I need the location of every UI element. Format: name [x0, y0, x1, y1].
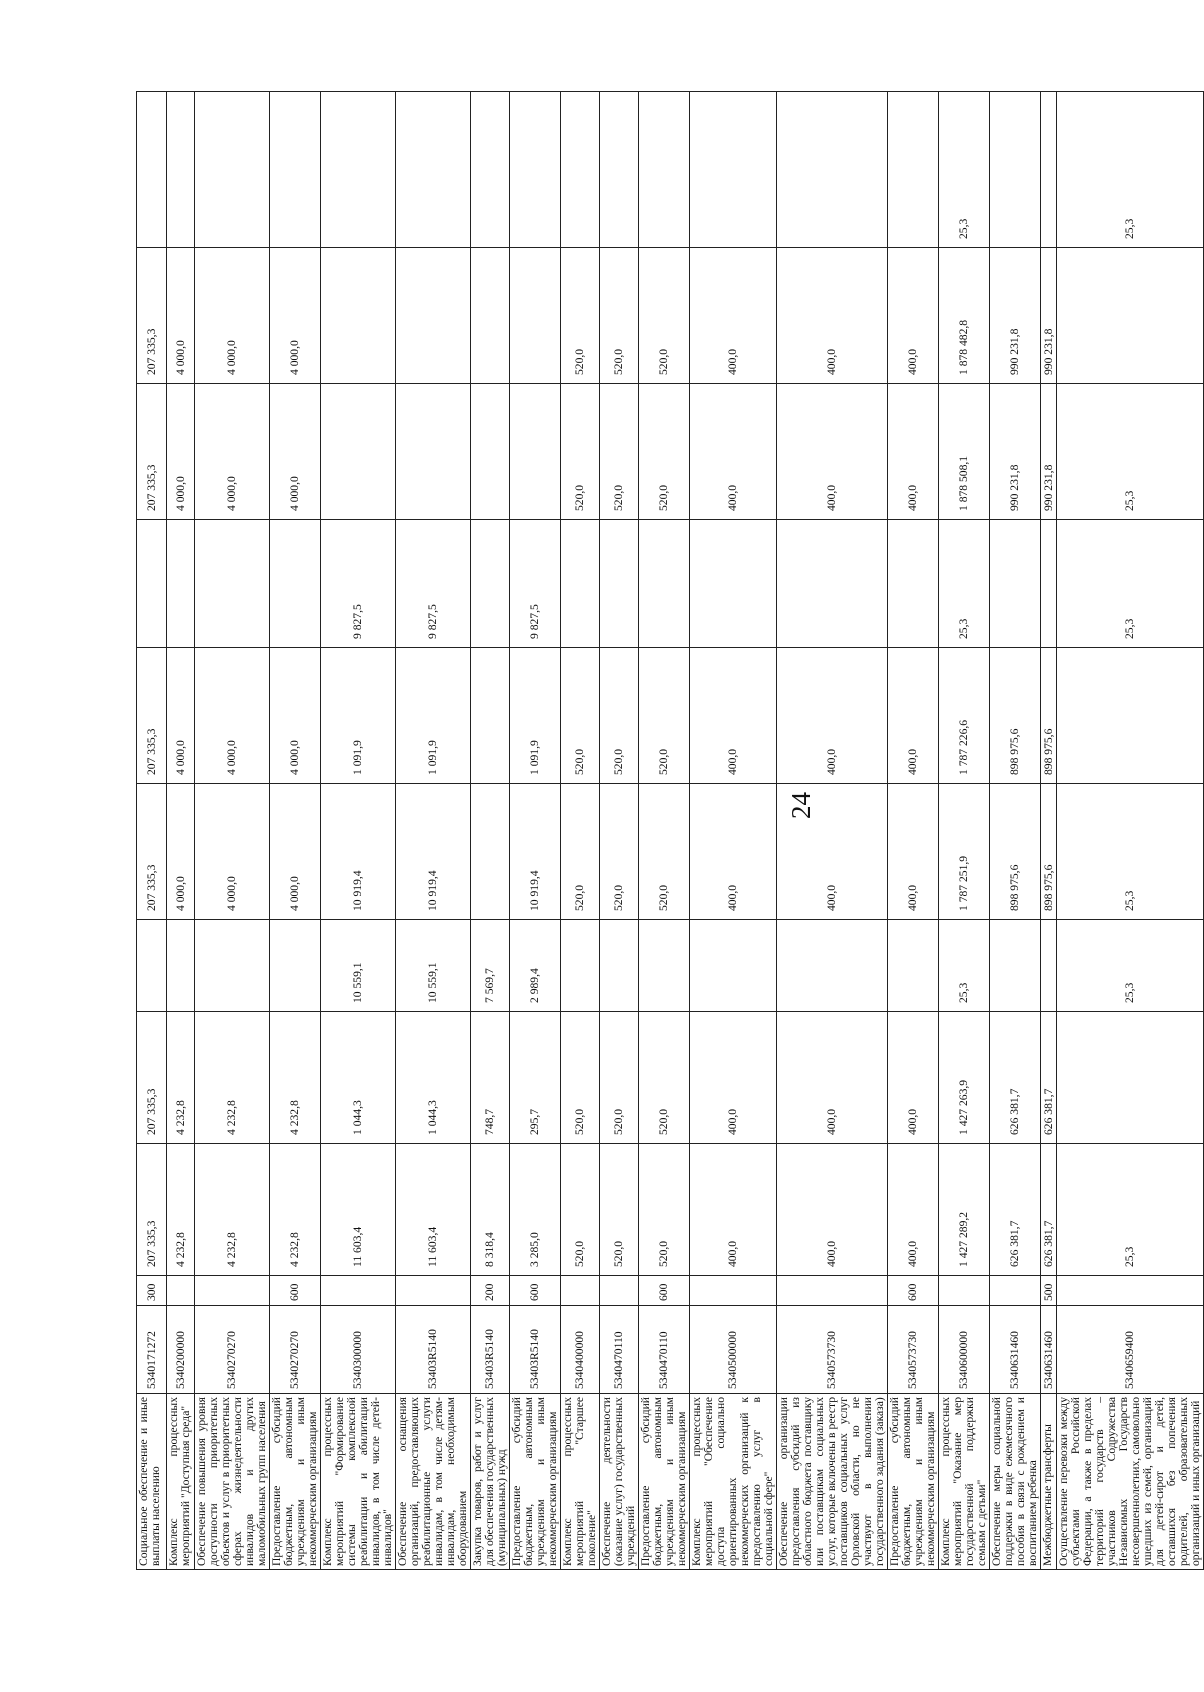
amount-cell: 25,3 — [1057, 1144, 1204, 1276]
amount-cell: 990 231,8 — [1041, 248, 1057, 384]
amount-cell: 520,0 — [600, 1012, 639, 1144]
amount-cell: 207 335,3 — [137, 784, 167, 920]
target-article-code: 53403R5140 — [510, 1306, 561, 1394]
target-article-code: 5340659400 — [1057, 1306, 1204, 1394]
amount-cell — [270, 92, 321, 248]
amount-cell — [167, 520, 195, 648]
amount-cell: 1 878 508,1 — [939, 384, 990, 520]
amount-cell — [690, 520, 777, 648]
amount-cell — [270, 920, 321, 1012]
table-row — [396, 92, 471, 1570]
amount-cell: 4 000,0 — [195, 248, 270, 384]
amount-cell — [990, 520, 1041, 648]
expense-type-code: 500 — [1041, 1276, 1057, 1306]
amount-cell — [510, 384, 561, 520]
amount-cell: 10 919,4 — [321, 784, 396, 920]
table-row — [510, 92, 561, 1570]
amount-cell: 1 787 251,9 — [939, 784, 990, 920]
amount-cell: 400,0 — [777, 248, 888, 384]
amount-cell — [471, 648, 510, 784]
row-description: Предоставление субсидий бюджетным, автономным учреждениям и иным некоммерческим организациям — [639, 1394, 690, 1570]
amount-cell — [600, 92, 639, 248]
target-article-code: 5340270270 — [270, 1306, 321, 1394]
expense-type-code — [600, 1276, 639, 1306]
amount-cell: 748,7 — [471, 1012, 510, 1144]
expense-type-code — [396, 1276, 471, 1306]
amount-cell: 25,3 — [939, 520, 990, 648]
amount-cell: 1 091,9 — [510, 648, 561, 784]
amount-cell — [270, 520, 321, 648]
table-row — [990, 92, 1041, 1570]
expense-type-code — [321, 1276, 396, 1306]
amount-cell — [471, 520, 510, 648]
budget-table — [136, 91, 1204, 1570]
amount-cell: 520,0 — [600, 648, 639, 784]
amount-cell: 4 232,8 — [270, 1012, 321, 1144]
amount-cell: 10 919,4 — [510, 784, 561, 920]
target-article-code: 5340500000 — [690, 1306, 777, 1394]
target-article-code: 5340171272 — [137, 1306, 167, 1394]
amount-cell: 11 603,4 — [321, 1144, 396, 1276]
amount-cell: 898 975,6 — [1041, 784, 1057, 920]
row-description: Предоставление субсидий бюджетным, автономным учреждениям и иным некоммерческим организациям — [270, 1394, 321, 1570]
row-description: Обеспечение деятельности (оказание услуг) государственных учреждений — [600, 1394, 639, 1570]
amount-cell: 4 000,0 — [167, 248, 195, 384]
amount-cell: 400,0 — [777, 384, 888, 520]
target-article-code: 5340270270 — [195, 1306, 270, 1394]
amount-cell: 4 000,0 — [167, 784, 195, 920]
amount-cell — [137, 520, 167, 648]
row-description: Межбюджетные трансферты — [1041, 1394, 1057, 1570]
amount-cell — [1041, 92, 1057, 248]
table-row — [639, 92, 690, 1570]
amount-cell: 25,3 — [1057, 92, 1204, 248]
table-row — [888, 92, 939, 1570]
expense-type-code — [690, 1276, 777, 1306]
expense-type-code: 600 — [888, 1276, 939, 1306]
amount-cell: 2 989,4 — [510, 920, 561, 1012]
amount-cell: 25,3 — [1057, 384, 1204, 520]
amount-cell: 400,0 — [777, 784, 888, 920]
amount-cell: 400,0 — [690, 1144, 777, 1276]
amount-cell — [777, 92, 888, 248]
table-row — [321, 92, 396, 1570]
amount-cell — [777, 520, 888, 648]
amount-cell: 400,0 — [888, 248, 939, 384]
amount-cell — [888, 92, 939, 248]
amount-cell — [195, 92, 270, 248]
amount-cell — [167, 920, 195, 1012]
amount-cell: 4 000,0 — [167, 648, 195, 784]
amount-cell: 1 787 226,6 — [939, 648, 990, 784]
amount-cell: 207 335,3 — [137, 1144, 167, 1276]
amount-cell — [990, 92, 1041, 248]
amount-cell: 520,0 — [600, 784, 639, 920]
table-row — [561, 92, 600, 1570]
amount-cell — [639, 92, 690, 248]
amount-cell: 898 975,6 — [990, 784, 1041, 920]
amount-cell — [396, 384, 471, 520]
row-description: Обеспечение меры социальной поддержки в виде ежемесячного пособия в связи с рождением и воспитанием ребенка — [990, 1394, 1041, 1570]
amount-cell — [561, 920, 600, 1012]
amount-cell — [195, 520, 270, 648]
amount-cell — [1057, 1012, 1204, 1144]
amount-cell — [1057, 248, 1204, 384]
rotated-table-wrapper — [136, 92, 1202, 1570]
target-article-code: 5340573730 — [777, 1306, 888, 1394]
amount-cell: 4 000,0 — [270, 248, 321, 384]
amount-cell: 990 231,8 — [990, 384, 1041, 520]
amount-cell: 207 335,3 — [137, 384, 167, 520]
amount-cell: 520,0 — [600, 384, 639, 520]
amount-cell — [639, 520, 690, 648]
amount-cell: 400,0 — [888, 384, 939, 520]
amount-cell: 400,0 — [690, 384, 777, 520]
amount-cell: 400,0 — [777, 1012, 888, 1144]
amount-cell: 207 335,3 — [137, 648, 167, 784]
amount-cell: 520,0 — [639, 784, 690, 920]
amount-cell: 400,0 — [690, 248, 777, 384]
amount-cell — [471, 248, 510, 384]
amount-cell: 400,0 — [690, 784, 777, 920]
amount-cell — [1057, 648, 1204, 784]
expense-type-code — [990, 1276, 1041, 1306]
amount-cell: 7 569,7 — [471, 920, 510, 1012]
amount-cell: 11 603,4 — [396, 1144, 471, 1276]
amount-cell: 295,7 — [510, 1012, 561, 1144]
amount-cell: 520,0 — [561, 384, 600, 520]
amount-cell: 10 559,1 — [396, 920, 471, 1012]
amount-cell: 400,0 — [777, 648, 888, 784]
amount-cell — [777, 920, 888, 1012]
amount-cell — [561, 92, 600, 248]
amount-cell: 626 381,7 — [990, 1144, 1041, 1276]
amount-cell: 520,0 — [600, 248, 639, 384]
expense-type-code: 600 — [270, 1276, 321, 1306]
expense-type-code — [167, 1276, 195, 1306]
row-description: Комплекс процессных мероприятий "Доступная среда" — [167, 1394, 195, 1570]
row-description: Предоставление субсидий бюджетным, автономным учреждениям и иным некоммерческим организациям — [510, 1394, 561, 1570]
amount-cell — [321, 384, 396, 520]
amount-cell: 520,0 — [561, 1012, 600, 1144]
amount-cell — [600, 520, 639, 648]
expense-type-code — [195, 1276, 270, 1306]
amount-cell: 25,3 — [1057, 920, 1204, 1012]
amount-cell: 9 827,5 — [396, 520, 471, 648]
amount-cell: 9 827,5 — [321, 520, 396, 648]
amount-cell — [510, 92, 561, 248]
table-row — [471, 92, 510, 1570]
amount-cell: 520,0 — [600, 1144, 639, 1276]
expense-type-code: 300 — [137, 1276, 167, 1306]
amount-cell — [137, 92, 167, 248]
amount-cell — [690, 920, 777, 1012]
amount-cell: 520,0 — [639, 248, 690, 384]
amount-cell — [137, 920, 167, 1012]
table-row — [777, 92, 888, 1570]
expense-type-code — [939, 1276, 990, 1306]
amount-cell: 4 000,0 — [270, 648, 321, 784]
row-description: Предоставление субсидий бюджетным, автономным учреждениям и иным некоммерческим организациям — [888, 1394, 939, 1570]
amount-cell: 898 975,6 — [1041, 648, 1057, 784]
page-number: 24 — [786, 792, 816, 819]
amount-cell — [396, 92, 471, 248]
amount-cell: 520,0 — [561, 784, 600, 920]
row-description: Комплекс процессных мероприятий "Обеспечение доступа социально ориентированных некоммерческих организаций к предоставлению услуг в социальной сфере" — [690, 1394, 777, 1570]
amount-cell — [396, 248, 471, 384]
target-article-code: 5340200000 — [167, 1306, 195, 1394]
amount-cell: 400,0 — [888, 648, 939, 784]
expense-type-code — [561, 1276, 600, 1306]
amount-cell — [510, 248, 561, 384]
amount-cell: 990 231,8 — [1041, 384, 1057, 520]
row-description: Комплекс процессных мероприятий "Формирование системы комплексной реабилитации и абилитации инвалидов, в том числе детей-инвалидов" — [321, 1394, 396, 1570]
target-article-code: 5340573730 — [888, 1306, 939, 1394]
amount-cell: 520,0 — [639, 384, 690, 520]
target-article-code: 5340631460 — [1041, 1306, 1057, 1394]
target-article-code: 5340631460 — [990, 1306, 1041, 1394]
amount-cell — [321, 92, 396, 248]
target-article-code: 5340470110 — [600, 1306, 639, 1394]
table-row — [167, 92, 195, 1570]
amount-cell: 207 335,3 — [137, 248, 167, 384]
amount-cell: 520,0 — [561, 1144, 600, 1276]
row-description: Осуществление перевозки между субъектами Российской Федерации, а также в пределах территорий государств – участников Содружества Независимых Государств несовершеннолетних, самовольно ушедших из семей, организаций для детей-сирот и детей, оставшихся без попечения родителей, образовательных организаций и иных организаций — [1057, 1394, 1204, 1570]
amount-cell — [888, 520, 939, 648]
expense-type-code — [777, 1276, 888, 1306]
amount-cell — [690, 92, 777, 248]
expense-type-code — [1057, 1276, 1204, 1306]
amount-cell: 626 381,7 — [1041, 1144, 1057, 1276]
expense-type-code: 600 — [639, 1276, 690, 1306]
amount-cell: 25,3 — [939, 92, 990, 248]
amount-cell: 207 335,3 — [137, 1012, 167, 1144]
amount-cell — [1041, 520, 1057, 648]
table-row — [270, 92, 321, 1570]
amount-cell: 400,0 — [888, 1144, 939, 1276]
amount-cell — [990, 920, 1041, 1012]
amount-cell: 400,0 — [690, 648, 777, 784]
amount-cell: 990 231,8 — [990, 248, 1041, 384]
row-description: Обеспечение организации предоставления субсидий из областного бюджета поставщику или поставщикам социальных услуг, которые включены в реестр поставщиков социальных услуг Орловской области, но не участвуют в выполнении государственного задания (заказа) — [777, 1394, 888, 1570]
amount-cell: 8 318,4 — [471, 1144, 510, 1276]
amount-cell: 520,0 — [561, 648, 600, 784]
amount-cell: 25,3 — [1057, 520, 1204, 648]
table-row — [195, 92, 270, 1570]
row-description: Комплекс процессных мероприятий "Оказание мер государственной поддержки семьям с детьми" — [939, 1394, 990, 1570]
amount-cell: 520,0 — [639, 1144, 690, 1276]
row-description: Обеспечение оснащения организаций, предоставляющих реабилитационные услуги инвалидам, в том числе детям-инвалидам, необходимым оборудованием — [396, 1394, 471, 1570]
table-row — [600, 92, 639, 1570]
table-row — [1057, 92, 1204, 1570]
amount-cell: 1 427 263,9 — [939, 1012, 990, 1144]
amount-cell: 1 091,9 — [396, 648, 471, 784]
amount-cell — [600, 920, 639, 1012]
table-row — [137, 92, 167, 1570]
table-row — [1041, 92, 1057, 1570]
amount-cell: 1 427 289,2 — [939, 1144, 990, 1276]
row-description: Закупка товаров, работ и услуг для обеспечения государственных (муниципальных) нужд — [471, 1394, 510, 1570]
table-row — [939, 92, 990, 1570]
row-description: Обеспечение повышения уровня доступности приоритетных объектов и услуг в приоритетных сферах жизнедеятельности инвалидов и других маломобильных групп населения — [195, 1394, 270, 1570]
amount-cell: 9 827,5 — [510, 520, 561, 648]
amount-cell — [321, 248, 396, 384]
amount-cell — [471, 92, 510, 248]
amount-cell: 4 000,0 — [195, 648, 270, 784]
amount-cell: 4 232,8 — [167, 1144, 195, 1276]
amount-cell: 520,0 — [561, 248, 600, 384]
amount-cell: 4 000,0 — [270, 384, 321, 520]
amount-cell: 4 000,0 — [167, 384, 195, 520]
row-description: Социальное обеспечение и иные выплаты населению — [137, 1394, 167, 1570]
amount-cell: 400,0 — [888, 1012, 939, 1144]
expense-type-code: 200 — [471, 1276, 510, 1306]
target-article-code: 5340300000 — [321, 1306, 396, 1394]
table-row — [690, 92, 777, 1570]
amount-cell: 1 044,3 — [396, 1012, 471, 1144]
target-article-code: 5340470110 — [639, 1306, 690, 1394]
amount-cell — [639, 920, 690, 1012]
amount-cell: 400,0 — [888, 784, 939, 920]
amount-cell: 4 232,8 — [270, 1144, 321, 1276]
amount-cell: 520,0 — [639, 1012, 690, 1144]
amount-cell — [167, 92, 195, 248]
amount-cell: 400,0 — [690, 1012, 777, 1144]
amount-cell: 4 232,8 — [195, 1012, 270, 1144]
amount-cell: 10 919,4 — [396, 784, 471, 920]
target-article-code: 53403R5140 — [396, 1306, 471, 1394]
expense-type-code: 600 — [510, 1276, 561, 1306]
amount-cell: 4 000,0 — [195, 384, 270, 520]
amount-cell — [561, 520, 600, 648]
amount-cell: 520,0 — [639, 648, 690, 784]
amount-cell — [1041, 920, 1057, 1012]
amount-cell: 25,3 — [939, 920, 990, 1012]
target-article-code: 5340400000 — [561, 1306, 600, 1394]
amount-cell: 4 000,0 — [195, 784, 270, 920]
amount-cell: 626 381,7 — [1041, 1012, 1057, 1144]
amount-cell — [471, 384, 510, 520]
target-article-code: 53403R5140 — [471, 1306, 510, 1394]
row-description: Комплекс процессных мероприятий "Старшее поколение" — [561, 1394, 600, 1570]
target-article-code: 5340600000 — [939, 1306, 990, 1394]
amount-cell: 4 232,8 — [167, 1012, 195, 1144]
amount-cell: 1 091,9 — [321, 648, 396, 784]
amount-cell: 400,0 — [777, 1144, 888, 1276]
amount-cell: 4 232,8 — [195, 1144, 270, 1276]
amount-cell — [888, 920, 939, 1012]
amount-cell: 1 044,3 — [321, 1012, 396, 1144]
amount-cell: 4 000,0 — [270, 784, 321, 920]
amount-cell — [195, 920, 270, 1012]
amount-cell: 898 975,6 — [990, 648, 1041, 784]
amount-cell — [471, 784, 510, 920]
amount-cell: 626 381,7 — [990, 1012, 1041, 1144]
amount-cell: 1 878 482,8 — [939, 248, 990, 384]
amount-cell: 25,3 — [1057, 784, 1204, 920]
amount-cell: 10 559,1 — [321, 920, 396, 1012]
amount-cell: 3 285,0 — [510, 1144, 561, 1276]
